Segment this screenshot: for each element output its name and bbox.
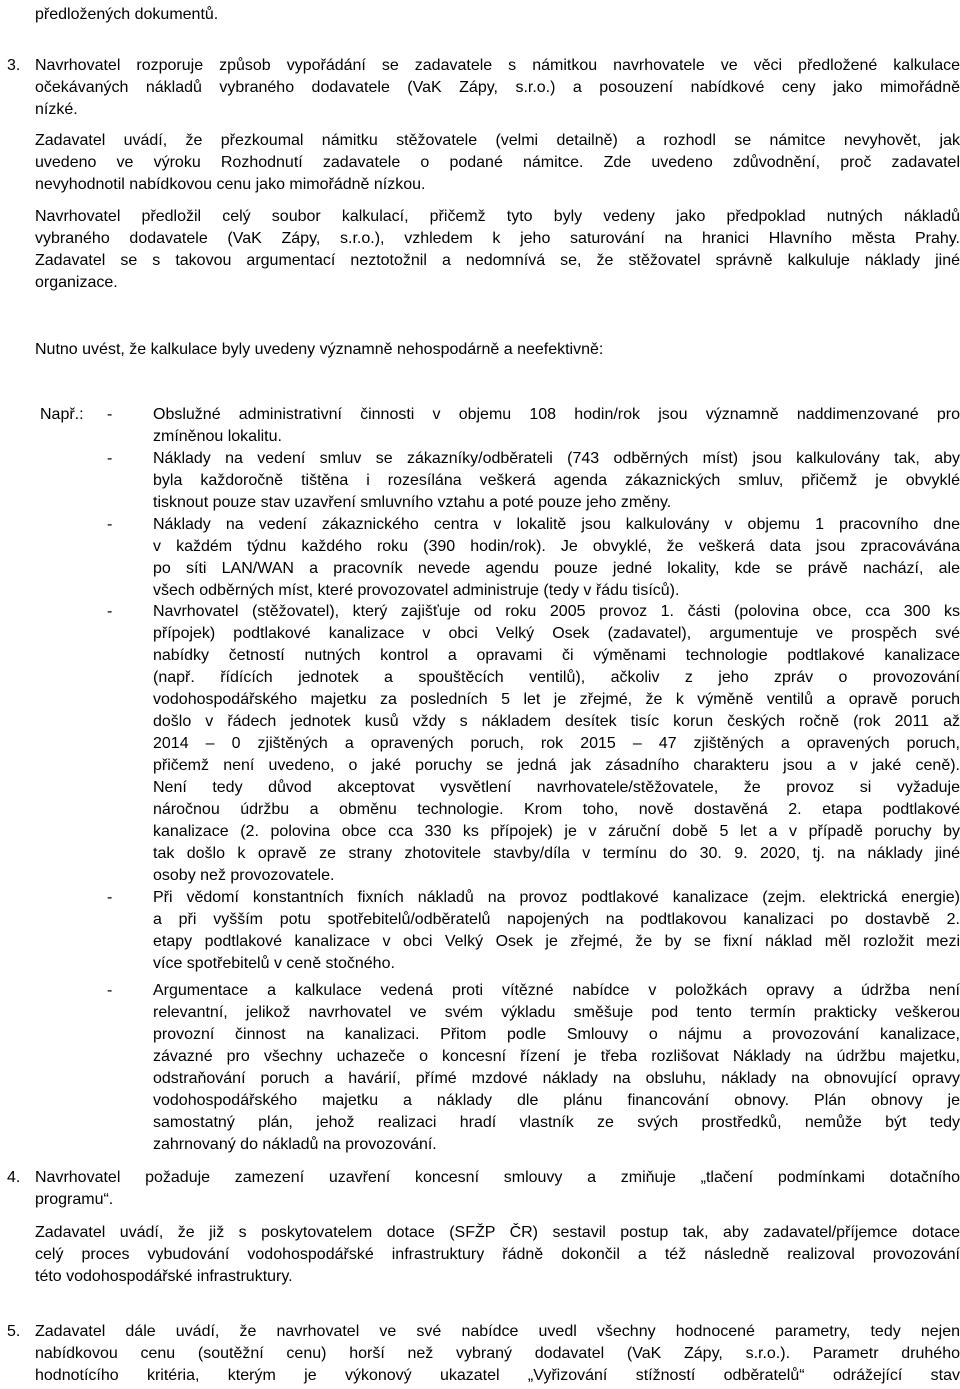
bullet-2-line: byla každoročně tištěna i rozesílána veškerá agenda zákaznických smluv, přičemž je obvyklé <box>153 472 960 489</box>
item-3-number: 3. <box>7 57 21 74</box>
bullet-3-line: Náklady na vedení zákaznického centra v lokalitě jsou kalkulovány v objemu 1 pracovního dne <box>153 516 960 533</box>
bullet-dash: - <box>107 516 113 533</box>
bullet-4-line: tak došlo k opravě ze strany zhotovitele stavby/díla v termínu do 30. 9. 2020, tj. na náklady jiné <box>153 845 960 862</box>
item-3-para3: Nutno uvést, že kalkulace byly uvedeny významně nehospodárně a neefektivně: <box>35 341 604 358</box>
item-5-number: 5. <box>7 1323 21 1340</box>
bullet-6-line: Argumentace a kalkulace vedená proti vítězné nabídce v položkách opravy a údržba není <box>153 982 960 999</box>
bullet-4-line: 2014 – 0 zjištěných a opravených poruch, rok 2015 – 47 zjištěných a opravených poruch, <box>153 735 960 752</box>
item-3-line: očekávaných nákladů vybraného dodavatele (VaK Zápy, s.r.o.) a posouzení nabídkové ceny jako mimořádně <box>35 79 960 96</box>
bullet-4-line: došlo v řádech jednotek kusů vždy s nákladem desítek tisíc korun českých ročně (rok 2011 až <box>153 713 960 730</box>
bullet-4-line: Navrhovatel (stěžovatel), který zajišťuje od roku 2005 provoz 1. části (polovina obce, cca 300 ks <box>153 603 960 620</box>
bullet-dash: - <box>107 889 113 906</box>
bullet-6-line: odstraňování poruch a havárií, přímé mzdové náklady na obsluhu, náklady na obnovující opravy <box>153 1070 960 1087</box>
item-4-para1-line: Zadavatel uvádí, že již s poskytovatelem dotace (SFŽP ČR) sestavil postup tak, aby zadavatel/příjemce dotace <box>35 1224 960 1241</box>
bullet-4-line: nabídky četností nutných kontrol a opravami či výměnami technologie podtlakové kanalizace <box>153 647 960 664</box>
item-3-para1-line: uvedeno ve výroku Rozhodnutí zadavatele o podané námitce. Zde uvedeno zdůvodnění, proč zadavatel <box>35 154 960 171</box>
item-3-para2-line: vybraného dodavatele (VaK Zápy, s.r.o.), vzhledem k jeho saturování na hranici Hlavního města Prahy. <box>35 230 960 247</box>
item-4-para1-line: celý proces vybudování vodohospodářské infrastruktury řádně dokončil a též následně realizoval provozování <box>35 1246 960 1263</box>
item-4-line: programu“. <box>35 1191 114 1208</box>
list-lead-label: Např.: <box>40 406 84 423</box>
bullet-4-line: kanalizace (2. polovina obce cca 330 ks přípojek) je v záruční době 5 let a v případě poruchy by <box>153 823 960 840</box>
item-4-line: Navrhovatel požaduje zamezení uzavření koncesní smlouvy a zmiňuje „tlačení podmínkami dotačního <box>35 1169 960 1186</box>
bullet-5-line: etapy podtlakové kanalizace v obci Velký Osek je zřejmé, že by se fixní náklad měl rozložit mezi <box>153 933 960 950</box>
bullet-4-line: přípojek) podtlakové kanalizace v obci Velký Osek (zadavatel), argumentuje ve prospěch své <box>153 625 960 642</box>
continuation-line: předložených dokumentů. <box>35 6 219 23</box>
item-3-para1-line: Zadavatel uvádí, že přezkoumal námitku stěžovatele (velmi detailně) a rozhodl se námitce nevyhovět, jak <box>35 132 960 149</box>
bullet-2-line: tisknout pouze stav uzavření smluvního vztahu a poté pouze jeho změny. <box>153 494 672 511</box>
item-3-line: nízké. <box>35 101 78 118</box>
item-3-para2-line: Zadavatel se s takovou argumentací neztotožnil a nedomnívá se, že stěžovatel správně kalkuluje náklady jiné <box>35 252 960 269</box>
item-4-number: 4. <box>7 1169 21 1186</box>
bullet-3-line: všech odběrných míst, které provozovatel administruje (tedy v řádu tisíců). <box>153 582 680 599</box>
bullet-5-line: Při vědomí konstantních fixních nákladů na provoz podtlakové kanalizace (zejm. elektrická energie) <box>153 889 960 906</box>
bullet-dash: - <box>107 450 113 467</box>
item-5-line: hodnotícího kritéria, kterým je výkonový ukazatel „Vyřizování stížností odběratelů“ odrážející stav <box>35 1367 960 1384</box>
bullet-5-line: více spotřebitelů v ceně stočného. <box>153 955 395 972</box>
bullet-6-line: samostatný plán, jehož realizaci hradí vlastník ze svých prostředků, nemůže být tedy <box>153 1114 960 1131</box>
bullet-4-line: vodohospodářského majetku za posledních 5 let je zřejmé, že k výměně ventilů a opravě poruch <box>153 691 960 708</box>
item-4-para1-line: této vodohospodářské infrastruktury. <box>35 1268 293 1285</box>
bullet-6-line: provozní činnost na kanalizaci. Přitom podle Smlouvy o nájmu a provozování kanalizace, <box>153 1026 960 1043</box>
bullet-dash: - <box>107 406 113 423</box>
item-5-line: Zadavatel dále uvádí, že navrhovatel ve své nabídce uvedl všechny hodnocené parametry, tedy nejen <box>35 1323 960 1340</box>
bullet-dash: - <box>107 603 113 620</box>
bullet-4-line: osoby než provozovatele. <box>153 867 335 884</box>
bullet-1-line: Obslužné administrativní činnosti v objemu 108 hodin/rok jsou významně naddimenzované pro <box>153 406 960 423</box>
item-3-para2-line: organizace. <box>35 274 118 291</box>
bullet-4-line: přičemž není uvedeno, o jaké poruchy se jedná jak zásadního charakteru jsou a v jaké ceně). <box>153 757 960 774</box>
bullet-6-line: relevantní, jelikož navrhovatel ve svém výkladu směšuje pod tento termín prakticky veškerou <box>153 1004 960 1021</box>
bullet-4-line: Není tedy důvod akceptovat vysvětlení navrhovatele/stěžovatele, že provoz si vyžaduje <box>153 779 960 796</box>
item-3-line: Navrhovatel rozporuje způsob vypořádání se zadavatele s námitkou navrhovatele ve věci předložené kalkulace <box>35 57 960 74</box>
item-3-para1-line: nevyhodnotil nabídkovou cenu jako mimořádně nízkou. <box>35 176 426 193</box>
bullet-6-line: zahrnovaný do nákladů na provozování. <box>153 1136 437 1153</box>
bullet-4-line: náročnou údržbu a obměnu technologie. Krom toho, nově dostavěná 2. etapa podtlakové <box>153 801 960 818</box>
bullet-dash: - <box>107 982 113 999</box>
bullet-3-line: v každém týdnu každého roku (390 hodin/rok). Je obvyklé, že veškerá data jsou zpracovávána <box>153 538 960 555</box>
item-3-para2-line: Navrhovatel předložil celý soubor kalkulací, přičemž tyto byly vedeny jako předpoklad nutných nákladů <box>35 208 960 225</box>
item-5-line: nabídkovou cenu (soutěžní cenu) horší než vybraný dodavatel (VaK Zápy, s.r.o.). Parametr druhého <box>35 1345 960 1362</box>
bullet-1-line: zmíněnou lokalitu. <box>153 428 282 445</box>
bullet-2-line: Náklady na vedení smluv se zákazníky/odběrateli (743 odběrných míst) jsou kalkulovány tak, aby <box>153 450 960 467</box>
bullet-5-line: a při vyšším potu spotřebitelů/odběratelů napojených na podtlakovou kanalizaci po dostavbě 2. <box>153 911 960 928</box>
bullet-6-line: vodohospodářského majetku a náklady dle plánu financování obnovy. Plán obnovy je <box>153 1092 960 1109</box>
bullet-6-line: závazné pro všechny uchazeče o koncesní řízení je třeba rozlišovat Náklady na údržbu majetku, <box>153 1048 960 1065</box>
bullet-3-line: po síti LAN/WAN a pracovník nevede agendu pouze jedné lokality, kde se právě nachází, ale <box>153 560 960 577</box>
bullet-4-line: (např. řídících jednotek a spouštěcích ventilů), ačkoliv z jeho zpráv o provozování <box>153 669 960 686</box>
